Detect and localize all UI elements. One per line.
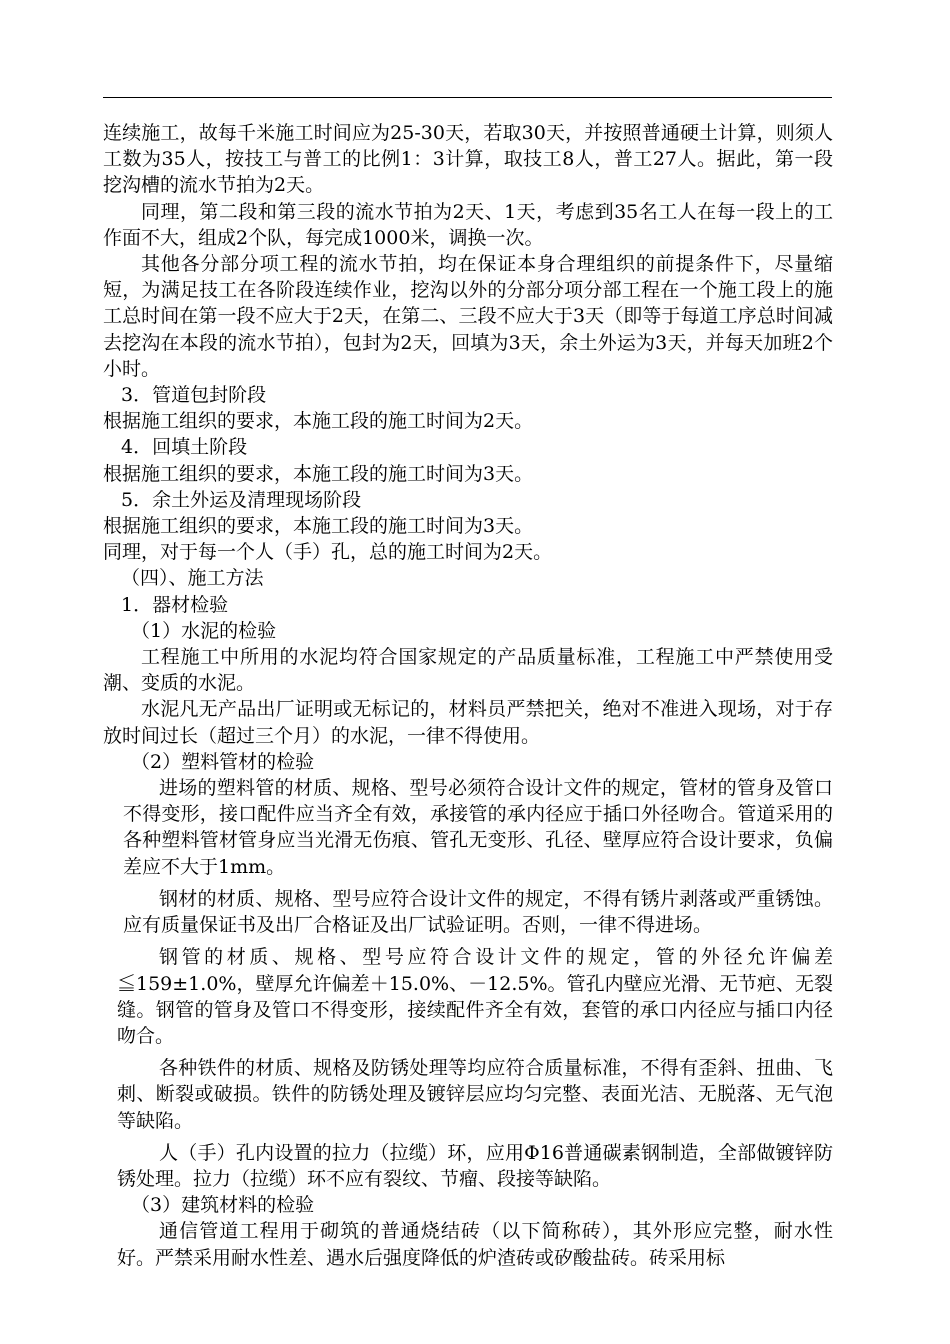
paragraph: 通信管道工程用于砌筑的普通烧结砖（以下简称砖），其外形应完整，耐水性好。严禁采用耐水性差、遇水后强度降低的炉渣砖或矽酸盐砖。砖采用标	[117, 1220, 833, 1269]
section-heading: 1．器材检验	[121, 593, 229, 616]
subsection-heading: （1）水泥的检验	[131, 619, 277, 642]
header-rule	[103, 97, 832, 98]
paragraph: 进场的塑料管的材质、规格、型号必须符合设计文件的规定，管材的管身及管口不得变形，接口配件应当齐全有效，承接管的承内径应于插口外径吻合。管道采用的各种塑料管材管身应当光滑无伤痕、管孔无变形、孔径、壁厚应符合设计要求，负偏差应不大于1mm。	[123, 777, 833, 878]
paragraph: 钢管的材质、规格、型号应符合设计文件的规定，管的外径允许偏差≦159±1.0%，壁厚允许偏差＋15.0%、－12.5%。管孔内壁应光滑、无节疤、无裂缝。钢管的管身及管口不得变形，接续配件齐全有效，套管的承口内径应与插口内径吻合。	[117, 946, 833, 1047]
section-heading: 3．管道包封阶段	[121, 384, 267, 407]
paragraph: 根据施工组织的要求，本施工段的施工时间为2天。	[103, 410, 534, 433]
document-body	[103, 120, 833, 1271]
section-heading: （四）、施工方法	[121, 567, 264, 590]
paragraph: 根据施工组织的要求，本施工段的施工时间为3天。	[103, 515, 534, 538]
section-heading: 4．回填土阶段	[121, 436, 248, 459]
subsection-heading: （2）塑料管材的检验	[131, 750, 315, 773]
paragraph: 工程施工中所用的水泥均符合国家规定的产品质量标准，工程施工中严禁使用受潮、变质的水泥。	[103, 646, 833, 695]
section-heading: 5．余土外运及清理现场阶段	[121, 488, 362, 511]
paragraph: 人（手）孔内设置的拉力（拉缆）环，应用Φ16普通碳素钢制造，全部做镀锌防锈处理。拉力（拉缆）环不应有裂纹、节瘤、段接等缺陷。	[117, 1141, 833, 1190]
paragraph: 其他各分部分项工程的流水节拍，均在保证本身合理组织的前提条件下，尽量缩短，为满足技工在各阶段连续作业，挖沟以外的分部分项分部工程在一个施工段上的施工总时间在第一段不应大于2天，在第二、三段不应大于3天（即等于每道工序总时间减去挖沟在本段的流水节拍），包封为2天，回填为3天，余土外运为3天，并每天加班2个小时。	[103, 253, 833, 380]
subsection-heading: （3）建筑材料的检验	[131, 1194, 315, 1217]
paragraph: 各种铁件的材质、规格及防锈处理等均应符合质量标准，不得有歪斜、扭曲、飞刺、断裂或破损。铁件的防锈处理及镀锌层应均匀完整、表面光洁、无脱落、无气泡等缺陷。	[117, 1057, 833, 1132]
paragraph: 根据施工组织的要求，本施工段的施工时间为3天。	[103, 462, 534, 485]
paragraph: 水泥凡无产品出厂证明或无标记的，材料员严禁把关，绝对不准进入现场，对于存放时间过长（超过三个月）的水泥，一律不得使用。	[103, 698, 833, 747]
paragraph: 连续施工，故每千米施工时间应为25-30天，若取30天，并按照普通硬土计算，则须人工数为35人，按技工与普工的比例1：3计算，取技工8人，普工27人。据此，第一段挖沟槽的流水节拍为2天。	[103, 122, 833, 197]
paragraph: 钢材的材质、规格、型号应符合设计文件的规定，不得有锈片剥落或严重锈蚀。应有质量保证书及出厂合格证及出厂试验证明。否则，一律不得进场。	[123, 887, 833, 937]
paragraph: 同理，第二段和第三段的流水节拍为2天、1天，考虑到35名工人在每一段上的工作面不大，组成2个队，每完成1000米，调换一次。	[103, 200, 833, 249]
paragraph: 同理，对于每一个人（手）孔，总的施工时间为2天。	[103, 541, 553, 564]
